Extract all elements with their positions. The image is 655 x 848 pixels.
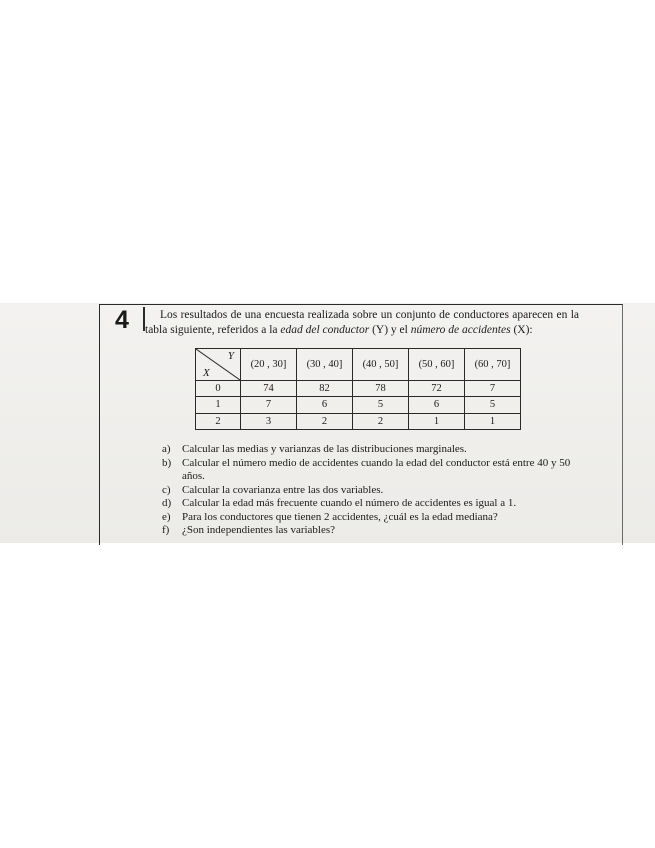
- table-cell: 7: [465, 381, 521, 397]
- question-text: ¿Son independientes las variables?: [182, 524, 336, 536]
- frequency-table: [195, 348, 521, 430]
- intro-term-accidents: número de accidentes: [410, 324, 511, 336]
- question-list: [162, 443, 580, 538]
- question-text: Calcular las medias y varianzas de las distribuciones marginales.: [182, 443, 467, 455]
- table-cell: 3: [241, 413, 297, 429]
- table-cell: 78: [353, 381, 409, 397]
- table-row: [196, 413, 521, 429]
- question-item: [162, 484, 580, 498]
- question-label: f): [162, 524, 170, 536]
- table-cell: 1: [409, 413, 465, 429]
- column-header: (20 , 30]: [241, 349, 297, 381]
- row-header: 1: [196, 397, 241, 413]
- table-cell: 6: [297, 397, 353, 413]
- problem-intro: [145, 308, 579, 338]
- question-text: Calcular la edad más frecuente cuando el número de accidentes es igual a 1.: [182, 497, 517, 509]
- table-row: [196, 397, 521, 413]
- question-label: c): [162, 483, 171, 496]
- question-text: Calcular la covarianza entre las dos variables.: [182, 483, 384, 496]
- column-header: (60 , 70]: [465, 349, 521, 381]
- row-header: 2: [196, 413, 241, 429]
- table-cell: 72: [409, 381, 465, 397]
- question-label: d): [162, 497, 172, 509]
- question-label: b): [162, 456, 172, 469]
- table-cell: 6: [409, 397, 465, 413]
- intro-term-age: edad del conductor: [280, 324, 370, 336]
- question-label: e): [162, 510, 171, 523]
- intro-part-1: Los resultados de una encuesta realizada sobre un conjunto de conductores aparecen en la tabla siguiente, referidos a la: [145, 309, 579, 336]
- table-header-row: [196, 349, 521, 381]
- table-row: [196, 381, 521, 397]
- question-text: Para los conductores que tienen 2 accidentes, ¿cuál es la edad mediana?: [182, 510, 498, 523]
- table-cell: 82: [297, 381, 353, 397]
- question-label: a): [162, 443, 171, 455]
- table-cell: 74: [241, 381, 297, 397]
- question-item: [162, 497, 580, 511]
- intro-part-2: (Y) y el: [369, 324, 411, 336]
- intro-part-3: (X):: [510, 324, 533, 336]
- table-cell: 2: [297, 413, 353, 429]
- column-header: (30 , 40]: [297, 349, 353, 381]
- question-item: [162, 457, 580, 484]
- question-item: [162, 443, 580, 457]
- table-cell: 1: [465, 413, 521, 429]
- question-item: [162, 511, 580, 525]
- question-item: [162, 524, 580, 538]
- table-corner-cell: [196, 349, 241, 381]
- column-header: (50 , 60]: [409, 349, 465, 381]
- corner-x-label: X: [203, 367, 210, 379]
- column-header: (40 , 50]: [353, 349, 409, 381]
- row-header: 0: [196, 381, 241, 397]
- table-cell: 5: [353, 397, 409, 413]
- problem-number: 4: [115, 306, 129, 334]
- table-cell: 5: [465, 397, 521, 413]
- question-text: Calcular el número medio de accidentes cuando la edad del conductor está entre 40 y 50 años.: [182, 456, 571, 482]
- corner-y-label: Y: [227, 350, 234, 362]
- table-cell: 7: [241, 397, 297, 413]
- table-cell: 2: [353, 413, 409, 429]
